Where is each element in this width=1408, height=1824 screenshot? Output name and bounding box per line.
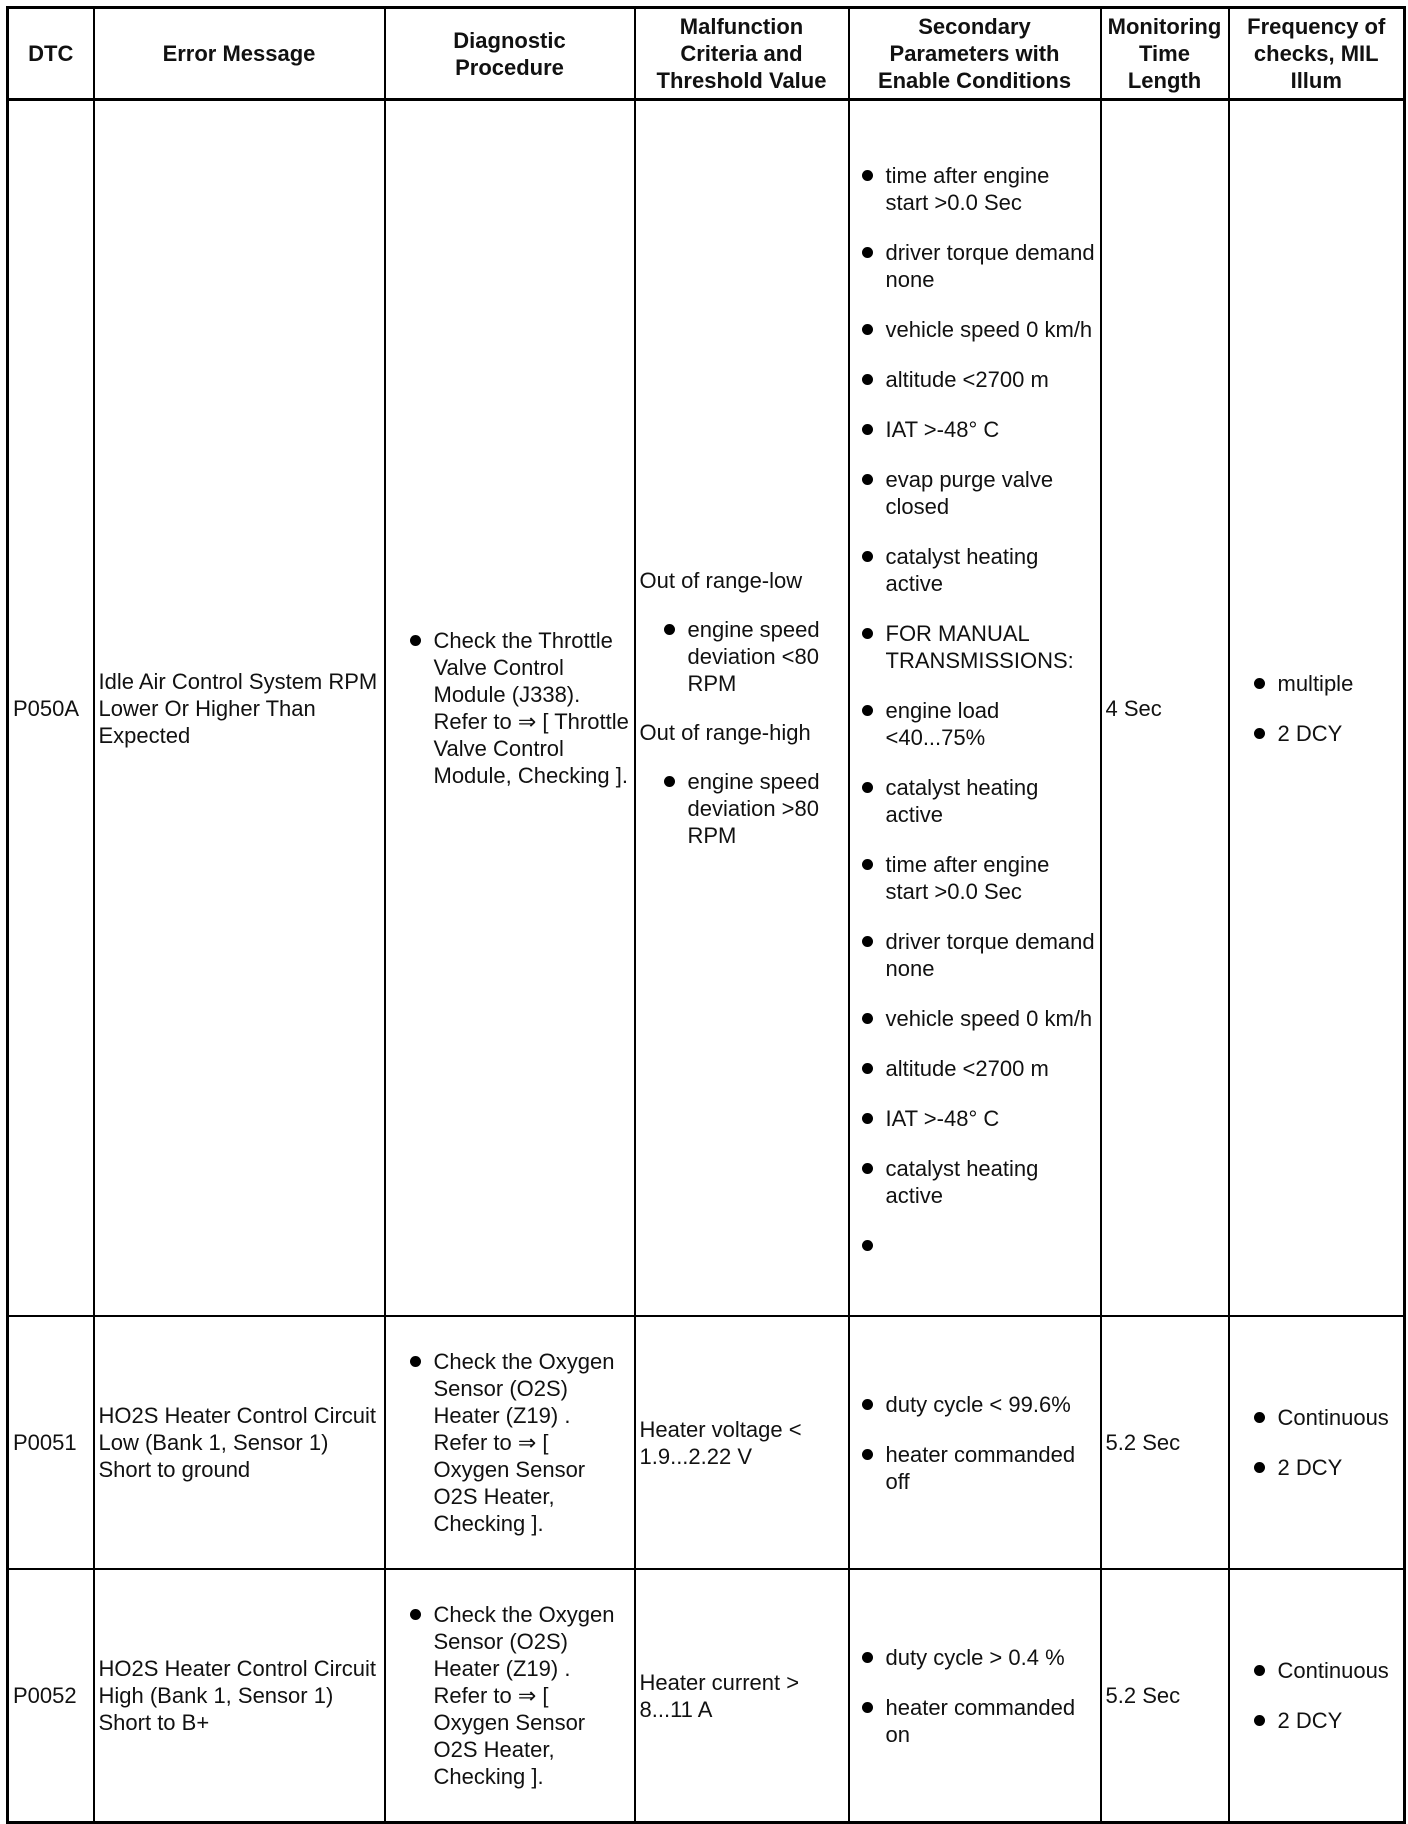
malfunction-criteria: Heater voltage < 1.9...2.22 V — [635, 1316, 849, 1569]
secondary-parameters — [849, 1316, 1101, 1569]
secondary-item: heater commanded on — [854, 1694, 1096, 1748]
secondary-item: catalyst heating active — [854, 774, 1096, 828]
secondary-item: time after engine start >0.0 Sec — [854, 851, 1096, 905]
malfunction-criteria — [635, 100, 849, 1317]
frequency-item: Continuous — [1246, 1404, 1400, 1431]
procedure-item: Check the Oxygen Sensor (O2S) Heater (Z19) . Refer to ⇒ [ Oxygen Sensor O2S Heater, Checking ]. — [402, 1348, 630, 1537]
frequency — [1229, 100, 1405, 1317]
secondary-list — [854, 1644, 1096, 1748]
range-high-list — [656, 768, 844, 849]
secondary-item-empty — [854, 1232, 1096, 1259]
header-monitoring-time: Monitoring Time Length — [1101, 8, 1229, 100]
secondary-item: duty cycle < 99.6% — [854, 1391, 1096, 1418]
secondary-item: vehicle speed 0 km/h — [854, 1005, 1096, 1032]
header-error-message: Error Message — [94, 8, 385, 100]
header-secondary-parameters: Secondary Parameters with Enable Conditions — [849, 8, 1101, 100]
header-diagnostic-procedure: Diagnostic Procedure — [385, 8, 635, 100]
secondary-item: IAT >-48° C — [854, 416, 1096, 443]
range-low-label: Out of range-low — [639, 568, 803, 593]
secondary-list — [854, 1391, 1096, 1495]
header-frequency: Frequency of checks, MIL Illum — [1229, 8, 1405, 100]
frequency-item: multiple — [1246, 670, 1400, 697]
malfunction-block — [640, 567, 844, 849]
secondary-item: driver torque demand none — [854, 928, 1096, 982]
range-low-list — [656, 616, 844, 697]
secondary-item: engine load <40...75% — [854, 697, 1096, 751]
secondary-item: catalyst heating active — [854, 543, 1096, 597]
table-row — [8, 1569, 1405, 1823]
secondary-item: evap purge valve closed — [854, 466, 1096, 520]
monitoring-time: 5.2 Sec — [1101, 1316, 1229, 1569]
secondary-item: heater commanded off — [854, 1441, 1096, 1495]
header-row — [8, 8, 1405, 100]
frequency-list — [1246, 1657, 1400, 1734]
secondary-item: altitude <2700 m — [854, 366, 1096, 393]
procedure-list — [402, 1348, 630, 1537]
secondary-parameters — [849, 1569, 1101, 1823]
secondary-item: vehicle speed 0 km/h — [854, 316, 1096, 343]
monitoring-time: 5.2 Sec — [1101, 1569, 1229, 1823]
table-row — [8, 1316, 1405, 1569]
secondary-item: IAT >-48° C — [854, 1105, 1096, 1132]
secondary-item: altitude <2700 m — [854, 1055, 1096, 1082]
secondary-item: FOR MANUAL TRANSMISSIONS: — [854, 620, 1096, 674]
dtc-document — [6, 6, 1406, 1824]
dtc-table — [6, 6, 1406, 1824]
secondary-parameters — [849, 100, 1101, 1317]
range-high-label: Out of range-high — [639, 720, 811, 745]
header-dtc: DTC — [8, 8, 94, 100]
frequency — [1229, 1316, 1405, 1569]
range-high-item: engine speed deviation >80 RPM — [656, 768, 844, 849]
secondary-item: catalyst heating active — [854, 1155, 1096, 1209]
frequency-list — [1246, 1404, 1400, 1481]
error-message: HO2S Heater Control Circuit Low (Bank 1, Sensor 1) Short to ground — [94, 1316, 385, 1569]
dtc-code: P0052 — [8, 1569, 94, 1823]
procedure-list — [402, 1601, 630, 1790]
dtc-code: P050A — [8, 100, 94, 1317]
secondary-item: duty cycle > 0.4 % — [854, 1644, 1096, 1671]
frequency-item: 2 DCY — [1246, 1454, 1400, 1481]
procedure-item: Check the Oxygen Sensor (O2S) Heater (Z19) . Refer to ⇒ [ Oxygen Sensor O2S Heater, Checking ]. — [402, 1601, 630, 1790]
frequency-list — [1246, 670, 1400, 747]
header-malfunction-criteria: Malfunction Criteria and Threshold Value — [635, 8, 849, 100]
table-row — [8, 100, 1405, 1317]
secondary-list — [854, 162, 1096, 1259]
error-message: Idle Air Control System RPM Lower Or Higher Than Expected — [94, 100, 385, 1317]
secondary-item: time after engine start >0.0 Sec — [854, 162, 1096, 216]
procedure-list — [402, 627, 630, 789]
error-message: HO2S Heater Control Circuit High (Bank 1, Sensor 1) Short to B+ — [94, 1569, 385, 1823]
frequency-item: Continuous — [1246, 1657, 1400, 1684]
frequency-item: 2 DCY — [1246, 720, 1400, 747]
frequency-item: 2 DCY — [1246, 1707, 1400, 1734]
monitoring-time: 4 Sec — [1101, 100, 1229, 1317]
malfunction-criteria: Heater current > 8...11 A — [635, 1569, 849, 1823]
procedure-item: Check the Throttle Valve Control Module (J338). Refer to ⇒ [ Throttle Valve Control Module, Checking ]. — [402, 627, 630, 789]
frequency — [1229, 1569, 1405, 1823]
diagnostic-procedure — [385, 1569, 635, 1823]
secondary-item: driver torque demand none — [854, 239, 1096, 293]
diagnostic-procedure — [385, 100, 635, 1317]
dtc-code: P0051 — [8, 1316, 94, 1569]
diagnostic-procedure — [385, 1316, 635, 1569]
range-low-item: engine speed deviation <80 RPM — [656, 616, 844, 697]
